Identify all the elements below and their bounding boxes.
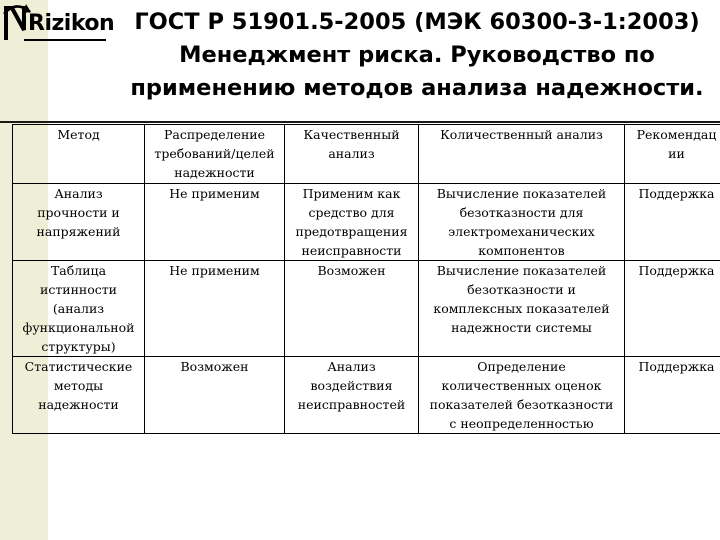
cell-text: Возможен [180,359,249,374]
cell-text: Поддержка [638,263,715,278]
table-row-3-cell-0 [13,357,145,434]
table-row-1-cell-2 [285,184,419,261]
table-row-1-cell-0 [13,184,145,261]
table-header-row-cell-0 [13,125,145,184]
cell-text: Распределение [163,127,266,142]
table-row-2-cell-2 [285,261,419,357]
cell-text: функциональной [22,320,135,335]
cell-text: (анализ [52,301,105,316]
cell-text: структуры) [41,339,116,354]
table-header-row-cell-1 [145,125,285,184]
table-header-row-cell-3 [419,125,625,184]
table-row-2-cell-0 [13,261,145,357]
rizikon-logo [2,2,115,46]
cell-text: Статистические [24,359,133,374]
cell-text: истинности [39,282,117,297]
cell-text: с неопределенностью [449,416,594,431]
logo-underline [24,39,106,41]
page-title [118,6,716,105]
cell-text: воздействия [310,378,393,393]
cell-text: напряжений [36,224,121,239]
cell-text: требований/целей [154,146,275,161]
cell-text: предотвращения [295,224,408,239]
cell-text: прочности и [37,205,120,220]
title-line-2: Менеджмент риска. Руководство по [179,42,655,68]
title-line-1: ГОСТ Р 51901.5-2005 (МЭК 60300-3-1:2003) [134,9,700,35]
table-header-row [13,125,720,184]
cell-text: комплексных показателей [433,301,610,316]
cell-text: надежности [174,165,255,180]
cell-text: Поддержка [638,359,715,374]
cell-text: Количественный анализ [440,127,603,142]
cell-text: Анализ [327,359,376,374]
cell-text: компонентов [478,243,565,258]
cell-text: неисправностей [297,397,406,412]
cell-text: Не применим [169,263,260,278]
table-header-row-cell-2 [285,125,419,184]
cell-text: Вычисление показателей [436,186,607,201]
cell-text: неисправности [301,243,402,258]
cell-text: электромеханических [448,224,595,239]
cell-text: методы [53,378,104,393]
cell-text: Метод [57,127,100,142]
table-row-3-cell-3 [419,357,625,434]
cell-text: Возможен [317,263,386,278]
methods-table [12,124,720,434]
cell-text: Таблица [50,263,107,278]
table-row-3-cell-4 [625,357,720,434]
cell-text: средство для [308,205,395,220]
cell-text: Вычисление показателей [436,263,607,278]
cell-text: показателей безотказности [429,397,614,412]
methods-table-body [13,125,720,434]
table-row-3 [13,357,720,434]
table-row-1-cell-4 [625,184,720,261]
cell-text: Рекомендац [636,127,717,142]
cell-text: количественных оценок [441,378,602,393]
title-line-3: применению методов анализа надежности. [130,75,704,101]
cell-text: безотказности и [467,282,576,297]
cell-text: Анализ [54,186,103,201]
table-row-2-cell-1 [145,261,285,357]
cell-text: Определение [477,359,566,374]
cell-text: ии [668,146,685,161]
table-row-2 [13,261,720,357]
table-row-2-cell-3 [419,261,625,357]
table-row-1 [13,184,720,261]
logo-text: Rizikon [28,11,115,36]
cell-text: Не применим [169,186,260,201]
cell-text: Качественный [303,127,400,142]
cell-text: надежности системы [451,320,592,335]
table-row-2-cell-4 [625,261,720,357]
cell-text: безотказности для [459,205,584,220]
table-row-1-cell-3 [419,184,625,261]
table-row-3-cell-2 [285,357,419,434]
title-divider [0,121,720,123]
cell-text: Поддержка [638,186,715,201]
cell-text: надежности [38,397,119,412]
table-header-row-cell-4 [625,125,720,184]
table-row-1-cell-1 [145,184,285,261]
cell-text: анализ [328,146,375,161]
cell-text: Применим как [302,186,401,201]
table-row-3-cell-1 [145,357,285,434]
